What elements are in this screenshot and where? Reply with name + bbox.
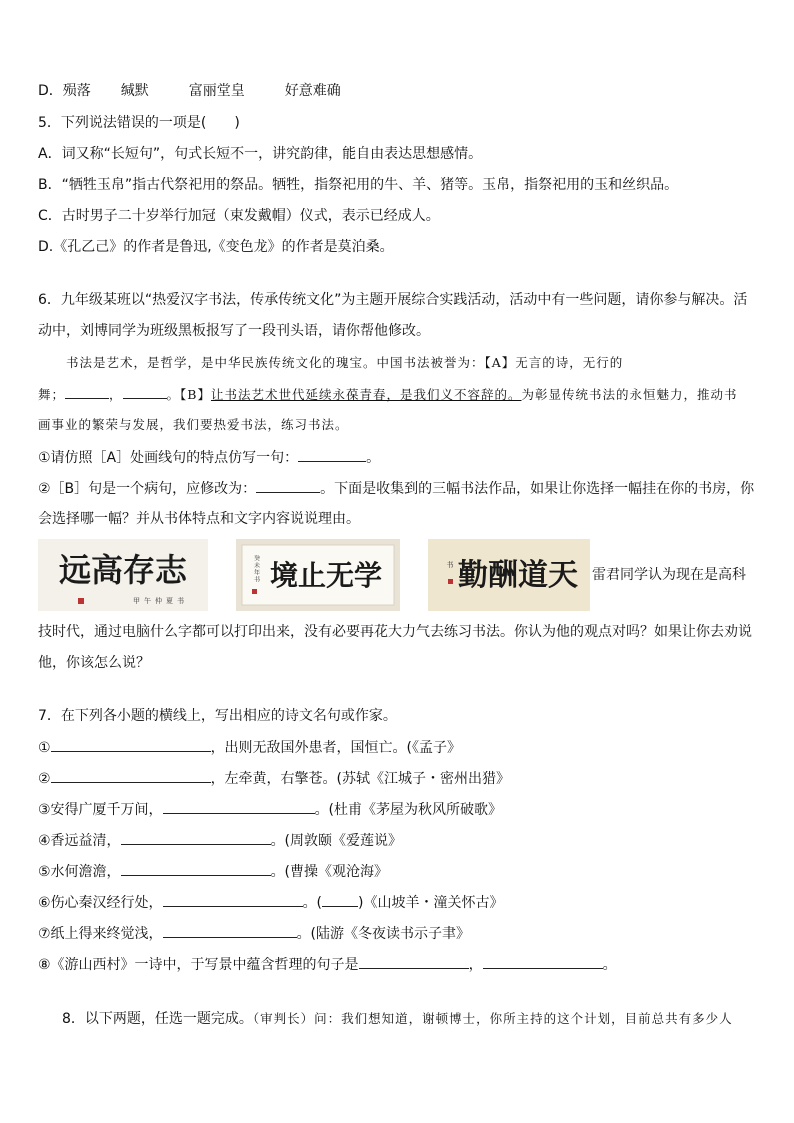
q6-sub3-line3: 他，你该怎么说？ bbox=[38, 655, 150, 671]
answer-blank[interactable] bbox=[121, 830, 271, 845]
blank-line[interactable] bbox=[123, 384, 167, 399]
q6-passage-line1: 书法是艺术，是哲学，是中华民族传统文化的瑰宝。中国书法被誉为：【A】无言的诗，无行的 bbox=[66, 355, 624, 370]
calligraphy-artwork-3 bbox=[428, 539, 590, 611]
q4-option-d: D．殒落 缄默 富丽堂皇 好意难确 bbox=[38, 83, 341, 99]
calligraphy-text-3: 天道酬勤 bbox=[458, 558, 578, 593]
answer-blank[interactable] bbox=[51, 768, 211, 783]
q6-sub3-line2: 技时代，通过电脑什么字都可以打印出来，没有必要再花大力气去练习书法。你认为他的观点对吗？如果让你去劝说 bbox=[38, 624, 752, 640]
answer-blank[interactable] bbox=[256, 478, 320, 493]
calligraphy-signature-1: 甲午仲夏书 bbox=[133, 597, 188, 605]
calligraphy-image-3 bbox=[428, 539, 590, 611]
calligraphy-signature-3: 书 bbox=[446, 561, 454, 568]
q6-sub2-line1: ②［B］句是一个病句，应修改为： 。下面是收集到的三幅书法作品，如果让你选择一幅挂在你的书房，你 bbox=[38, 478, 754, 499]
answer-blank[interactable] bbox=[163, 892, 303, 907]
calligraphy-image-2 bbox=[236, 539, 400, 611]
q7-item-8: ⑧《游山西村》一诗中，于写景中蕴含哲理的句子是 ， 。 bbox=[38, 954, 617, 975]
seal-stamp bbox=[252, 589, 257, 594]
q6-sub1: ①请仿照［A］处画线句的特点仿写一句： 。 bbox=[38, 447, 380, 468]
seal-stamp bbox=[78, 598, 84, 604]
q7-item-1: ① ，出则无敌国外患者，国恒亡。(《孟子》 bbox=[38, 737, 461, 758]
q7-item-3: ③安得广厦千万间， 。(杜甫《茅屋为秋风所破歌》 bbox=[38, 799, 502, 820]
calligraphy-image-1 bbox=[38, 539, 208, 611]
calligraphy-text-1: 志存高远 bbox=[58, 551, 188, 589]
calligraphy-artwork-1 bbox=[38, 539, 208, 611]
underlined-sentence-b: 让书法艺术世代延续永葆青春，是我们义不容辞的。 bbox=[210, 387, 522, 402]
author-blank[interactable] bbox=[322, 892, 358, 907]
q7-item-7: ⑦纸上得来终觉浅， 。(陆游《冬夜读书示子聿》 bbox=[38, 923, 470, 944]
answer-blank[interactable] bbox=[359, 954, 469, 969]
calligraphy-artwork-2 bbox=[236, 539, 400, 611]
q7-item-2: ② ，左牵黄，右擎苍。(苏轼《江城子・密州出猎》 bbox=[38, 768, 510, 789]
q6-stem-line1: 6．九年级某班以“热爱汉字书法，传承传统文化”为主题开展综合实践活动，活动中有一些问题，请你参与解决。活 bbox=[38, 292, 748, 308]
q5-option-b: B．“牺牲玉帛”指古代祭祀用的祭品。牺牲，指祭祀用的牛、羊、猪等。玉帛，指祭祀用的玉和丝织品。 bbox=[38, 177, 679, 193]
q7-item-4: ④香远益清， 。(周敦颐《爱莲说》 bbox=[38, 830, 402, 851]
answer-blank[interactable] bbox=[483, 954, 603, 969]
q7-stem: 7．在下列各小题的横线上，写出相应的诗文名句或作家。 bbox=[38, 708, 397, 724]
answer-blank[interactable] bbox=[121, 861, 271, 876]
answer-blank[interactable] bbox=[163, 799, 315, 814]
q6-passage-line3: 画事业的繁荣与发展，我们要热爱书法，练习书法。 bbox=[38, 417, 349, 432]
q5-option-a: A．词又称“长短句”，句式长短不一，讲究韵律，能自由表达思想感情。 bbox=[38, 146, 483, 162]
blank-line[interactable] bbox=[65, 384, 109, 399]
q6-sub3-line1: 雷君同学认为现在是高科 bbox=[592, 567, 746, 583]
calligraphy-signature-2: 癸未年书 bbox=[252, 555, 260, 583]
answer-blank[interactable] bbox=[298, 447, 366, 462]
q7-item-5: ⑤水何澹澹， 。(曹操《观沧海》 bbox=[38, 861, 388, 882]
answer-blank[interactable] bbox=[163, 923, 297, 938]
q5-option-c: C．古时男子二十岁举行加冠（束发戴帽）仪式，表示已经成人。 bbox=[38, 208, 440, 224]
q6-passage-line2: 舞； ， 。【B】让书法艺术世代延续永葆青春，是我们义不容辞的。为彰显传统书法的永恒魅力，推动书 bbox=[38, 384, 738, 405]
q6-sub2-line2: 会选择哪一幅？并从书体特点和文字内容说说理由。 bbox=[38, 511, 360, 527]
seal-stamp bbox=[448, 579, 453, 584]
calligraphy-text-2: 学无止境 bbox=[269, 559, 383, 592]
q7-item-6: ⑥伤心秦汉经行处， 。( )《山坡羊・潼关怀古》 bbox=[38, 892, 504, 913]
q8-line: 8．以下两题，任选一题完成。（审判长）问：我们想知道，谢顿博士，你所主持的这个计划，目前总共有多少人 bbox=[62, 1011, 733, 1027]
q5-option-d: D.《孔乙己》的作者是鲁迅,《变色龙》的作者是莫泊桑。 bbox=[38, 239, 394, 255]
answer-blank[interactable] bbox=[51, 737, 211, 752]
q6-stem-line2: 动中，刘博同学为班级黑板报写了一段刊头语，请你帮他修改。 bbox=[38, 323, 430, 339]
q5-stem: 5．下列说法错误的一项是( ) bbox=[38, 115, 240, 131]
